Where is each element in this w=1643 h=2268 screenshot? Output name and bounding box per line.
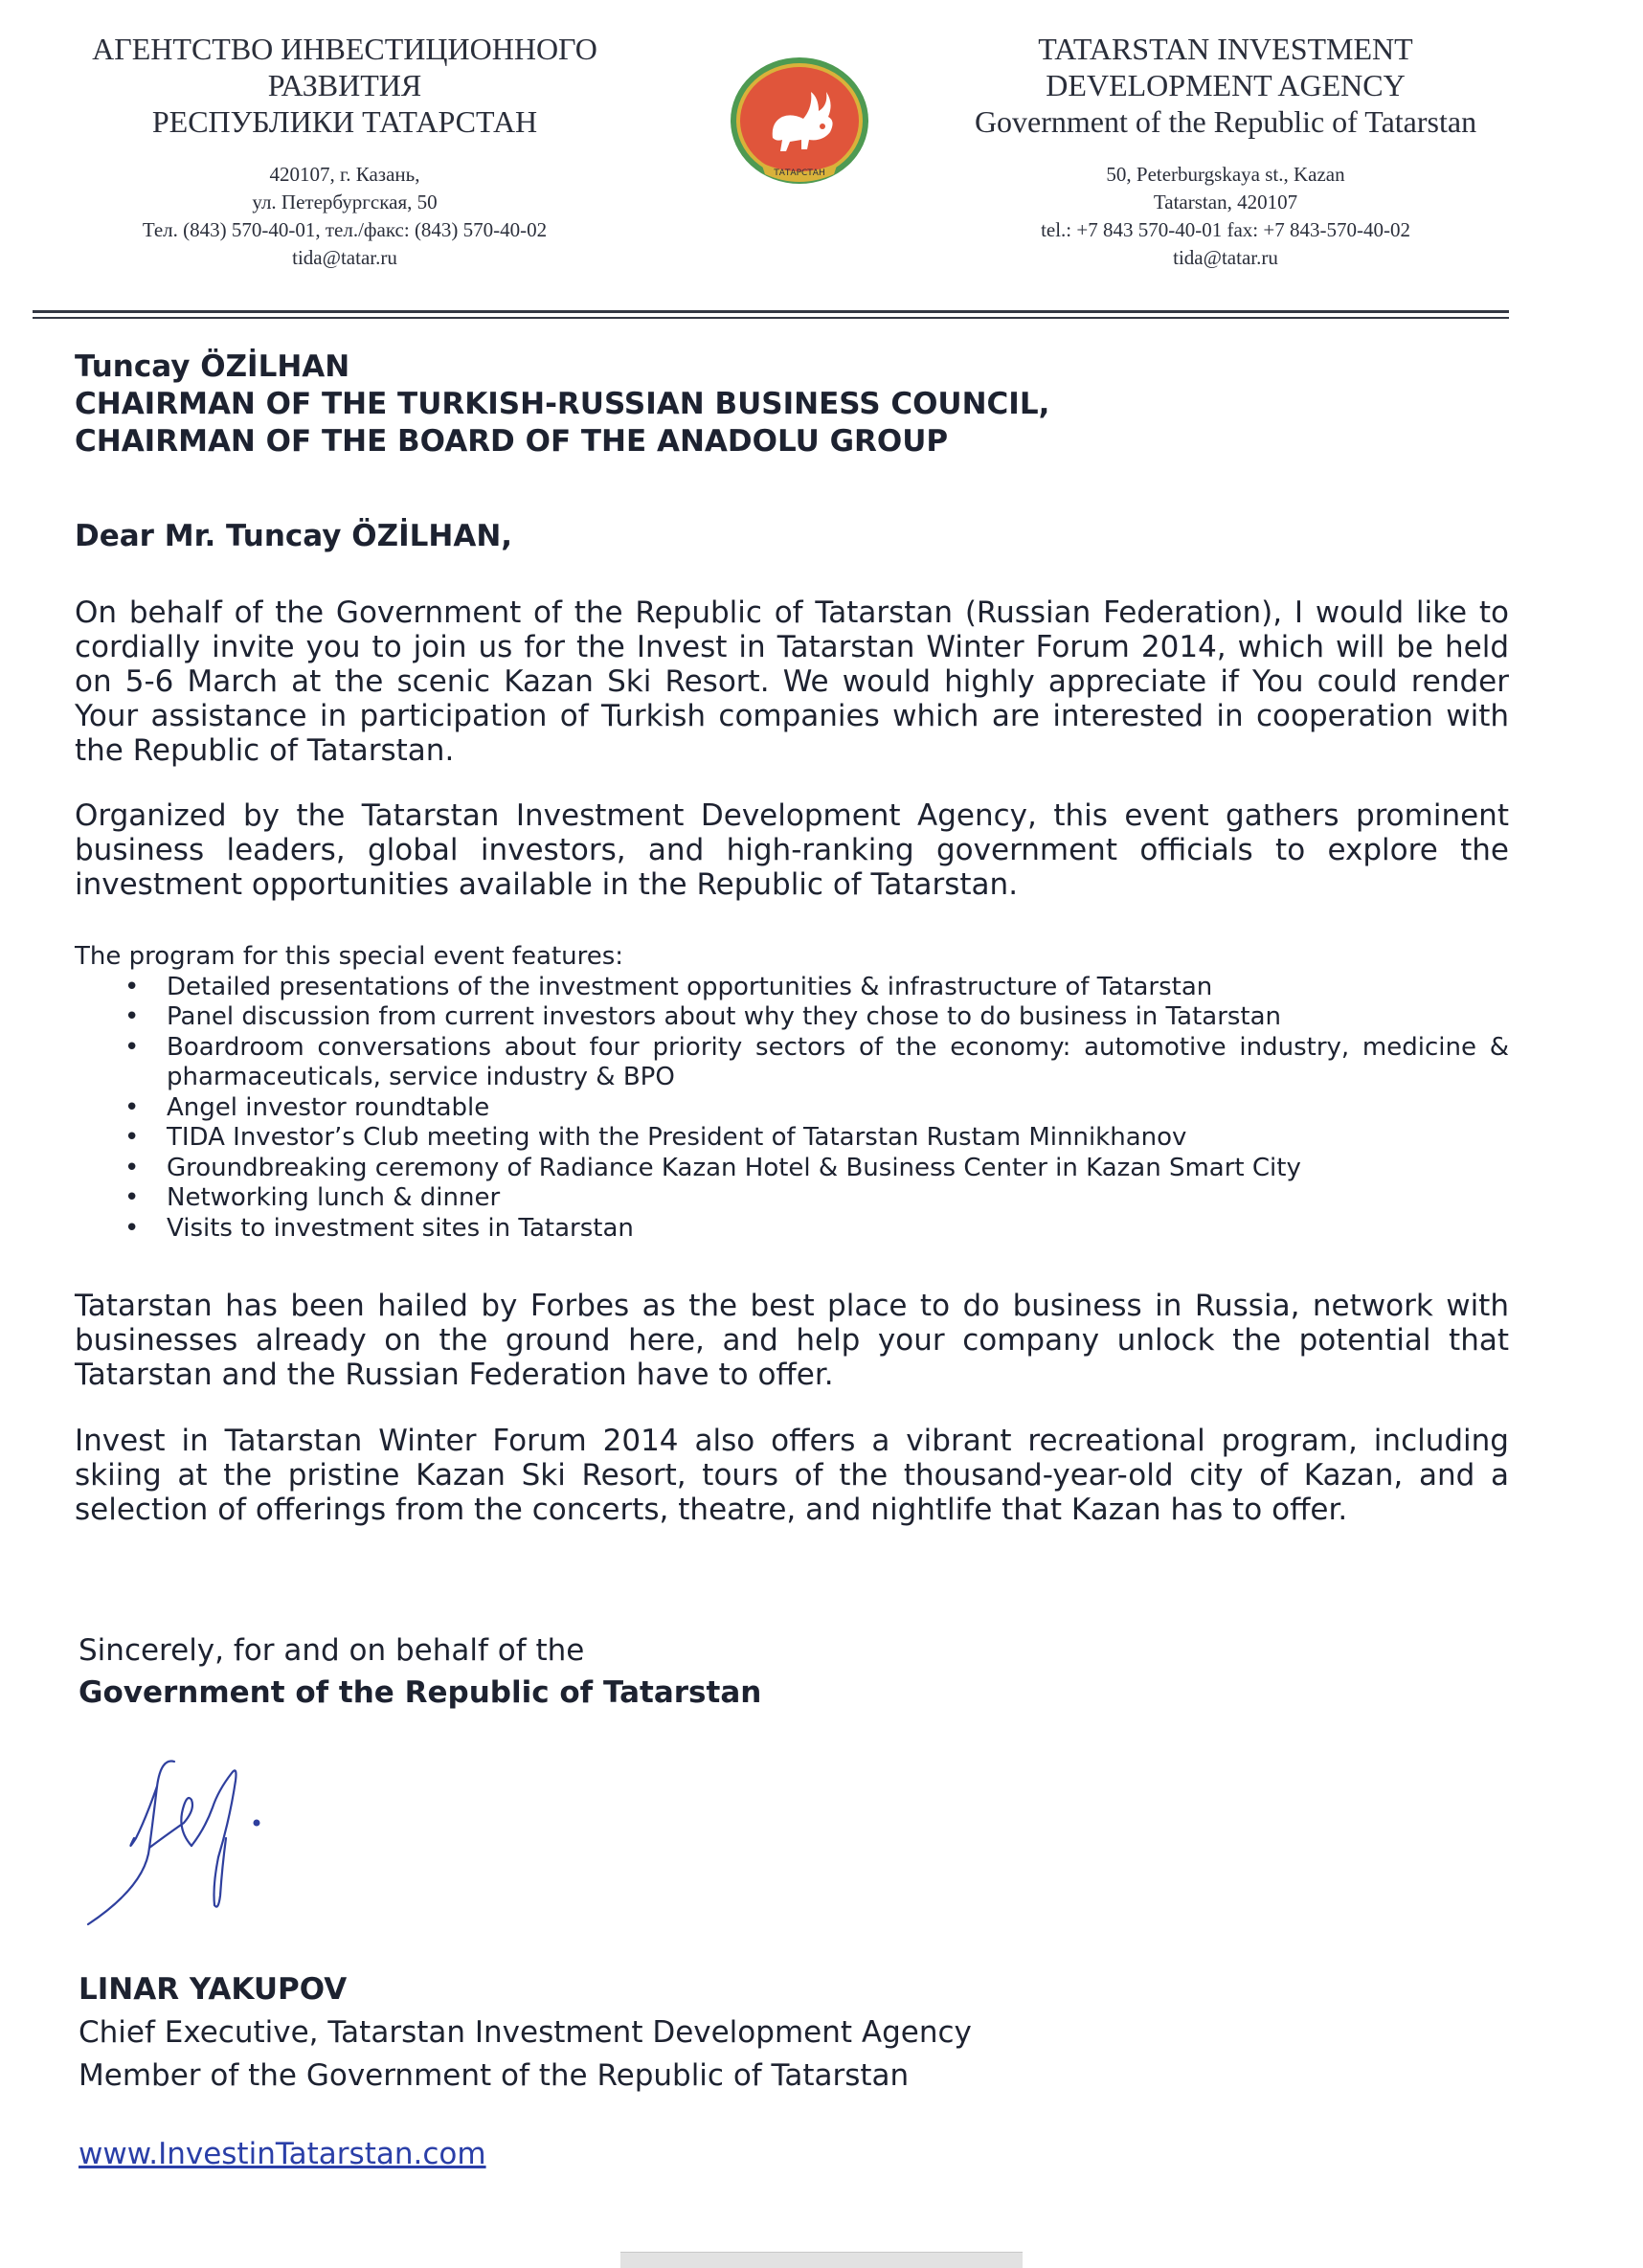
list-item: • Visits to investment sites in Tatarstan <box>124 1213 634 1243</box>
addressee-block <box>75 348 1511 460</box>
list-item: • Panel discussion from current investors about why they chose to do business in Tatarstan <box>124 1002 1282 1031</box>
signer-title: Chief Executive, Tatarstan Investment Development Agency <box>79 2015 972 2050</box>
header-divider-secondary <box>33 317 1509 319</box>
website-link[interactable]: www.InvestinTatarstan.com <box>79 2137 486 2171</box>
list-item: • Groundbreaking ceremony of Radiance Kazan Hotel & Business Center in Kazan Smart City <box>124 1153 1301 1182</box>
emblem-ribbon-text: ТАТАРСТАН <box>774 168 825 178</box>
header-divider <box>33 310 1509 313</box>
signer-block <box>79 1968 972 2098</box>
bullet-icon: • <box>124 1092 140 1122</box>
coat-of-arms-icon <box>723 50 876 198</box>
salutation: Dear Mr. Tuncay ÖZİLHAN, <box>75 519 513 553</box>
list-item: • Angel investor roundtable <box>124 1092 490 1122</box>
addressee-title: CHAIRMAN OF THE TURKISH-RUSSIAN BUSINESS COUNCIL, <box>75 387 1050 421</box>
letterhead-right <box>900 31 1551 272</box>
bullet-icon: • <box>124 1183 140 1212</box>
bullet-icon: • <box>124 1213 140 1243</box>
closing-line: Sincerely, for and on behalf of the <box>79 1633 585 1668</box>
body-paragraph: Tatarstan has been hailed by Forbes as the best place to do business in Russia, network with businesses already on the ground here, and help your company unlock the potential that Tatarstan and the Russian Federation have to offer. <box>75 1289 1509 1392</box>
body-paragraph: Organized by the Tatarstan Investment Development Agency, this event gathers prominent business leaders, global investors, and high-ranking government officials to explore the investment opportunities available in the Republic of Tatarstan. <box>75 798 1509 902</box>
scan-artifact <box>620 2252 1023 2268</box>
bullet-icon: • <box>124 1153 140 1182</box>
program-list <box>75 973 1509 1245</box>
list-item: • TIDA Investor’s Club meeting with the President of Tatarstan Rustam Minnikhanov <box>124 1123 1187 1152</box>
handwritten-signature <box>69 1723 318 1943</box>
addressee-title: CHAIRMAN OF THE BOARD OF THE ANADOLU GROUP <box>75 424 949 459</box>
list-item: • Networking lunch & dinner <box>124 1183 501 1212</box>
body-paragraph: On behalf of the Government of the Republic of Tatarstan (Russian Federation), I would like to cordially invite you to join us for the Invest in Tatarstan Winter Forum 2014, which will be held on 5-6 March at the scenic Kazan Ski Resort. We would highly appreciate if You could render Your assistance in participation of Turkish companies which are interested in cooperation with the Republic of Tatarstan. <box>75 595 1509 768</box>
program-intro: The program for this special event features: <box>75 942 624 971</box>
program-section <box>75 942 1509 1244</box>
bullet-icon: • <box>124 1002 140 1031</box>
body-paragraph: Invest in Tatarstan Winter Forum 2014 also offers a vibrant recreational program, including skiing at the pristine Kazan Ski Resort, tours of the thousand-year-old city of Kazan, and a selection of offerings from the concerts, theatre, and nightlife that Kazan has to offer. <box>75 1424 1509 1527</box>
signer-title: Member of the Government of the Republic of Tatarstan <box>79 2058 910 2093</box>
agency-address-ru: 420107, г. Казань, ул. Петербургская, 50 Тел. (843) 570-40-01, тел./факс: (843) 570-40-02 tida@tatar.ru <box>142 163 548 269</box>
letterhead-left <box>38 31 651 272</box>
list-item: • Detailed presentations of the investment opportunities & infrastructure of Tatarstan <box>124 972 1213 1001</box>
list-item: • Boardroom conversations about four priority sectors of the economy: automotive industry, medicine & pharmaceuticals, service industry & BPO <box>124 1032 1509 1091</box>
bullet-icon: • <box>124 1123 140 1152</box>
closing-block <box>79 1629 761 1714</box>
bullet-icon: • <box>124 972 140 1001</box>
agency-address-en: 50, Peterburgskaya st., Kazan Tatarstan, 420107 tel.: +7 843 570-40-01 fax: +7 843-570-40-02 tida@tatar.ru <box>1041 163 1410 269</box>
addressee-name: Tuncay ÖZİLHAN <box>75 349 350 384</box>
signer-name: LINAR YAKUPOV <box>79 1972 348 2007</box>
agency-name-ru: АГЕНТСТВО ИНВЕСТИЦИОННОГО РАЗВИТИЯ РЕСПУБЛИКИ ТАТАРСТАН <box>92 32 597 139</box>
closing-organization: Government of the Republic of Tatarstan <box>79 1675 762 1710</box>
bullet-icon: • <box>124 1032 140 1062</box>
agency-name-en: TATARSTAN INVESTMENT DEVELOPMENT AGENCY Government of the Republic of Tatarstan <box>974 32 1477 139</box>
